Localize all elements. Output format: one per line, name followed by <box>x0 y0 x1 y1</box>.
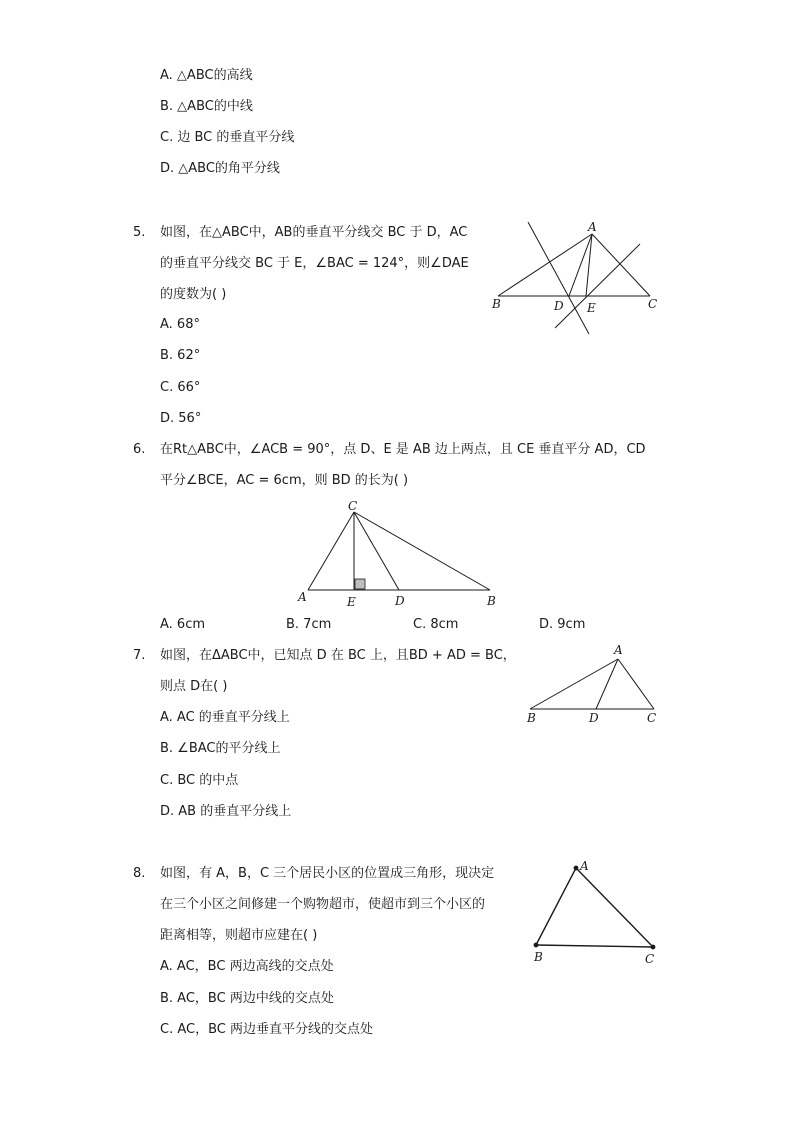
q6-segment-ca <box>308 512 354 590</box>
q5-option-c: C. 66° <box>160 380 201 395</box>
q7-option-a: A. AC 的垂直平分线上 <box>160 710 290 725</box>
q6-label-d: D <box>395 594 405 608</box>
q6-option-c: C. 8cm <box>413 617 459 632</box>
q8-stem-line-3: 距离相等，则超市应建在( ) <box>160 928 318 943</box>
q5-stem-line-3: 的度数为( ) <box>160 287 227 302</box>
q7-option-c: C. BC 的中点 <box>160 773 239 788</box>
q8-segment-ac <box>576 868 653 947</box>
q8-point-c <box>651 945 656 950</box>
q5-label-d: D <box>554 299 564 313</box>
q6-label-e: E <box>347 595 356 609</box>
q7-stem-line-2: 则点 D在( ) <box>160 679 228 694</box>
q5-option-a: A. 68° <box>160 317 200 332</box>
q8-stem-line-2: 在三个小区之间修建一个购物超市，使超市到三个小区的 <box>160 897 486 912</box>
q8-label-b: B <box>534 950 543 964</box>
q8-option-c: C. AC，BC 两边垂直平分线的交点处 <box>160 1022 373 1037</box>
q5-stem-line-1: 如图，在△ABC中，AB的垂直平分线交 BC 于 D，AC <box>160 225 468 240</box>
q5-label-b: B <box>492 297 501 311</box>
q6-label-b: B <box>487 594 496 608</box>
q7-label-d: D <box>589 711 599 725</box>
q6-label-a: A <box>298 590 307 604</box>
q7-label-a: A <box>614 643 623 657</box>
q8-label-c: C <box>645 952 655 966</box>
q5-label-a: A <box>588 220 597 234</box>
q4-option-c: C. 边 BC 的垂直平分线 <box>160 130 295 145</box>
q7-figure <box>520 640 666 728</box>
q5-option-d: D. 56° <box>160 411 202 426</box>
q4-option-d: D. △ABC的角平分线 <box>160 161 280 176</box>
q8-label-a: A <box>580 859 589 873</box>
q5-label-e: E <box>587 301 596 315</box>
q8-point-b <box>534 943 539 948</box>
q5-label-c: C <box>648 297 658 311</box>
q7-segment-ab <box>530 659 618 709</box>
q6-stem-line-1: 在Rt△ABC中，∠ACB = 90°，点 D、E 是 AB 边上两点，且 CE 垂直平分 AD，CD <box>160 442 646 457</box>
q6-stem-line-2: 平分∠BCE，AC = 6cm，则 BD 的长为( ) <box>160 473 409 488</box>
q7-stem-line-1: 如图，在ΔABC中，已知点 D 在 BC 上，且BD + AD = BC， <box>160 648 516 663</box>
q6-option-a: A. 6cm <box>160 617 206 632</box>
q7-label-b: B <box>527 711 536 725</box>
q6-number: 6. <box>133 442 146 457</box>
q8-point-a <box>574 866 579 871</box>
q7-label-c: C <box>647 711 657 725</box>
q6-segment-cd <box>354 512 399 590</box>
q8-segment-bc <box>536 945 653 947</box>
q7-number: 7. <box>133 648 146 663</box>
q8-segment-ab <box>536 868 576 945</box>
q5-segment-ab <box>498 234 592 296</box>
q4-option-a: A. △ABC的高线 <box>160 68 253 83</box>
q5-stem-line-2: 的垂直平分线交 BC 于 E，∠BAC = 124°，则∠DAE <box>160 256 469 271</box>
q7-option-b: B. ∠BAC的平分线上 <box>160 741 281 756</box>
q8-number: 8. <box>133 866 146 881</box>
q7-segment-ac <box>618 659 654 709</box>
q6-option-d: D. 9cm <box>539 617 586 632</box>
q6-segment-cb <box>354 512 490 590</box>
q7-option-d: D. AB 的垂直平分线上 <box>160 804 292 819</box>
q6-figure <box>292 496 504 612</box>
q4-option-b: B. △ABC的中线 <box>160 99 253 114</box>
q6-option-b: B. 7cm <box>286 617 332 632</box>
q6-right-angle-mark <box>355 579 365 589</box>
q5-segment-ac <box>592 234 650 296</box>
q5-perp-bisector-ac <box>555 244 640 328</box>
q6-label-c: C <box>348 499 358 513</box>
q8-figure <box>524 856 670 970</box>
q7-segment-ad <box>596 659 618 709</box>
q5-option-b: B. 62° <box>160 348 201 363</box>
q8-option-b: B. AC，BC 两边中线的交点处 <box>160 991 334 1006</box>
q8-option-a: A. AC，BC 两边高线的交点处 <box>160 959 334 974</box>
q5-figure <box>488 218 668 340</box>
q5-perp-bisector-ab <box>528 222 589 334</box>
q8-stem-line-1: 如图，有 A，B，C 三个居民小区的位置成三角形，现决定 <box>160 866 495 881</box>
q5-number: 5. <box>133 225 146 240</box>
